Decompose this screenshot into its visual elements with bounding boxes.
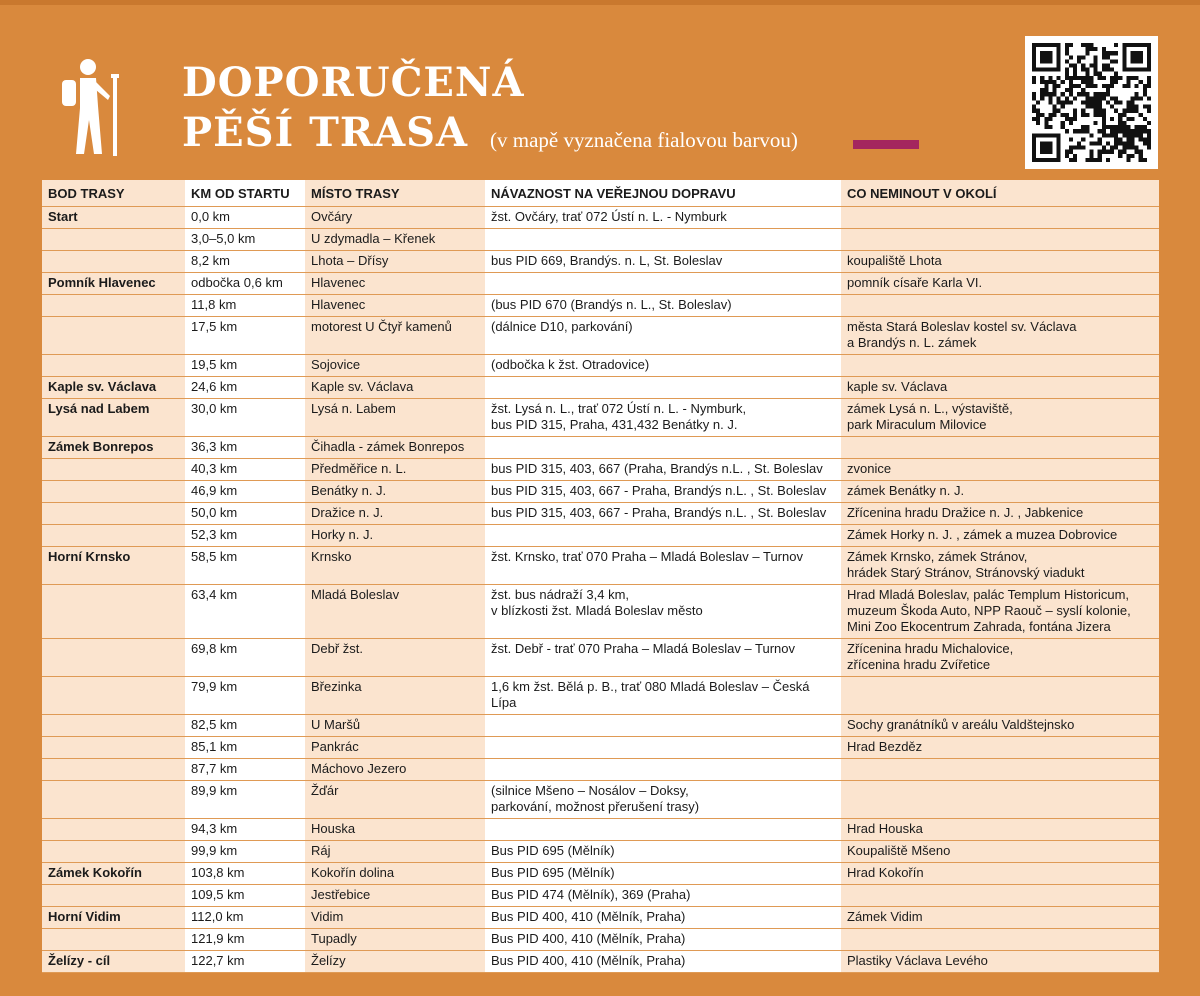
km-from-start-cell: 0,0 km: [185, 207, 305, 229]
route-point-cell: [42, 841, 185, 863]
hiker-icon: [56, 58, 128, 158]
km-from-start-cell: 52,3 km: [185, 525, 305, 547]
table-row: [42, 737, 1159, 759]
table-row: [42, 639, 1159, 677]
public-transport-cell: bus PID 315, 403, 667 - Praha, Brandýs n.L. , St. Boleslav: [485, 503, 841, 525]
sights-nearby-cell: Hrad Bezděz: [841, 737, 1159, 759]
sights-nearby-cell: [841, 355, 1159, 377]
route-place-cell: Hlavenec: [305, 273, 485, 295]
route-point-cell: [42, 503, 185, 525]
km-from-start-cell: 121,9 km: [185, 929, 305, 951]
route-point-cell: [42, 677, 185, 715]
table-row: [42, 907, 1159, 929]
sights-nearby-cell: kaple sv. Václava: [841, 377, 1159, 399]
public-transport-cell: Bus PID 474 (Mělník), 369 (Praha): [485, 885, 841, 907]
public-transport-cell: žst. Lysá n. L., trať 072 Ústí n. L. - Nymburk, bus PID 315, Praha, 431,432 Benátky n. J.: [485, 399, 841, 437]
column-header: KM OD STARTU: [185, 180, 305, 207]
route-point-cell: [42, 481, 185, 503]
title-line-2: PĚŠÍ TRASA: [182, 109, 469, 156]
public-transport-cell: [485, 525, 841, 547]
public-transport-cell: Bus PID 695 (Mělník): [485, 841, 841, 863]
sights-nearby-cell: [841, 929, 1159, 951]
route-point-cell: [42, 715, 185, 737]
public-transport-cell: Bus PID 400, 410 (Mělník, Praha): [485, 907, 841, 929]
sights-nearby-cell: [841, 781, 1159, 819]
route-point-cell: Želízy - cíl: [42, 951, 185, 973]
route-point-cell: Zámek Bonrepos: [42, 437, 185, 459]
route-place-cell: Hlavenec: [305, 295, 485, 317]
sights-nearby-cell: Hrad Houska: [841, 819, 1159, 841]
route-point-cell: [42, 639, 185, 677]
route-point-cell: [42, 459, 185, 481]
table-row: [42, 355, 1159, 377]
public-transport-cell: Bus PID 400, 410 (Mělník, Praha): [485, 929, 841, 951]
route-place-cell: U zdymadla – Křenek: [305, 229, 485, 251]
route-place-cell: Předměřice n. L.: [305, 459, 485, 481]
km-from-start-cell: 19,5 km: [185, 355, 305, 377]
route-point-cell: [42, 737, 185, 759]
route-point-cell: [42, 585, 185, 639]
public-transport-cell: [485, 715, 841, 737]
public-transport-cell: [485, 437, 841, 459]
route-place-cell: Houska: [305, 819, 485, 841]
route-place-cell: Máchovo Jezero: [305, 759, 485, 781]
public-transport-cell: (odbočka k žst. Otradovice): [485, 355, 841, 377]
km-from-start-cell: 50,0 km: [185, 503, 305, 525]
table-row: [42, 819, 1159, 841]
column-header: NÁVAZNOST NA VEŘEJNOU DOPRAVU: [485, 180, 841, 207]
route-point-cell: Start: [42, 207, 185, 229]
route-place-cell: Lhota – Dřísy: [305, 251, 485, 273]
table-row: [42, 885, 1159, 907]
table-row: [42, 525, 1159, 547]
route-place-cell: Sojovice: [305, 355, 485, 377]
table-row: [42, 295, 1159, 317]
table-row: [42, 547, 1159, 585]
sights-nearby-cell: zámek Lysá n. L., výstaviště, park Miraculum Milovice: [841, 399, 1159, 437]
route-place-cell: Pankrác: [305, 737, 485, 759]
table-row: [42, 715, 1159, 737]
subtitle: (v mapě vyznačena fialovou barvou): [490, 128, 798, 152]
route-place-cell: Želízy: [305, 951, 485, 973]
route-place-cell: Tupadly: [305, 929, 485, 951]
public-transport-cell: [485, 377, 841, 399]
route-point-cell: [42, 317, 185, 355]
route-place-cell: Březinka: [305, 677, 485, 715]
km-from-start-cell: 3,0–5,0 km: [185, 229, 305, 251]
route-place-cell: Horky n. J.: [305, 525, 485, 547]
km-from-start-cell: odbočka 0,6 km: [185, 273, 305, 295]
sights-nearby-cell: [841, 759, 1159, 781]
route-place-cell: Jestřebice: [305, 885, 485, 907]
route-point-cell: Kaple sv. Václava: [42, 377, 185, 399]
route-place-cell: Benátky n. J.: [305, 481, 485, 503]
route-place-cell: Žďár: [305, 781, 485, 819]
route-point-cell: [42, 525, 185, 547]
sights-nearby-cell: pomník císaře Karla VI.: [841, 273, 1159, 295]
route-point-cell: [42, 251, 185, 273]
km-from-start-cell: 112,0 km: [185, 907, 305, 929]
table-row: [42, 229, 1159, 251]
route-point-cell: Lysá nad Labem: [42, 399, 185, 437]
table-row: [42, 929, 1159, 951]
km-from-start-cell: 103,8 km: [185, 863, 305, 885]
km-from-start-cell: 94,3 km: [185, 819, 305, 841]
sights-nearby-cell: Sochy granátníků v areálu Valdštejnsko: [841, 715, 1159, 737]
table-row: [42, 251, 1159, 273]
table-row: [42, 437, 1159, 459]
table-row: [42, 399, 1159, 437]
table-row: [42, 677, 1159, 715]
km-from-start-cell: 69,8 km: [185, 639, 305, 677]
column-header: CO NEMINOUT V OKOLÍ: [841, 180, 1159, 207]
public-transport-cell: [485, 819, 841, 841]
sights-nearby-cell: koupaliště Lhota: [841, 251, 1159, 273]
public-transport-cell: Bus PID 695 (Mělník): [485, 863, 841, 885]
route-place-cell: Lysá n. Labem: [305, 399, 485, 437]
route-place-cell: Debř žst.: [305, 639, 485, 677]
public-transport-cell: žst. Krnsko, trať 070 Praha – Mladá Boleslav – Turnov: [485, 547, 841, 585]
sights-nearby-cell: [841, 885, 1159, 907]
route-point-cell: Pomník Hlavenec: [42, 273, 185, 295]
sights-nearby-cell: Zřícenina hradu Michalovice, zřícenina hradu Zvířetice: [841, 639, 1159, 677]
route-point-cell: [42, 229, 185, 251]
public-transport-cell: bus PID 669, Brandýs. n. L, St. Boleslav: [485, 251, 841, 273]
km-from-start-cell: 17,5 km: [185, 317, 305, 355]
route-place-cell: Mladá Boleslav: [305, 585, 485, 639]
route-point-cell: [42, 819, 185, 841]
route-point-cell: Zámek Kokořín: [42, 863, 185, 885]
km-from-start-cell: 85,1 km: [185, 737, 305, 759]
sights-nearby-cell: Zřícenina hradu Dražice n. J. , Jabkenice: [841, 503, 1159, 525]
public-transport-cell: [485, 759, 841, 781]
route-point-cell: [42, 295, 185, 317]
sights-nearby-cell: [841, 295, 1159, 317]
table-header-row: [42, 180, 1159, 207]
route-point-cell: [42, 355, 185, 377]
sights-nearby-cell: Hrad Mladá Boleslav, palác Templum Historicum, muzeum Škoda Auto, NPP Raouč – syslí kolonie, Mini Zoo Ekocentrum Zahrada, fontána Jizera: [841, 585, 1159, 639]
table-row: [42, 759, 1159, 781]
km-from-start-cell: 63,4 km: [185, 585, 305, 639]
table-row: [42, 273, 1159, 295]
km-from-start-cell: 122,7 km: [185, 951, 305, 973]
route-place-cell: Čihadla - zámek Bonrepos: [305, 437, 485, 459]
route-place-cell: U Maršů: [305, 715, 485, 737]
km-from-start-cell: 99,9 km: [185, 841, 305, 863]
route-point-cell: [42, 885, 185, 907]
public-transport-cell: bus PID 315, 403, 667 (Praha, Brandýs n.L. , St. Boleslav: [485, 459, 841, 481]
sights-nearby-cell: Hrad Kokořín: [841, 863, 1159, 885]
route-point-cell: Horní Krnsko: [42, 547, 185, 585]
route-point-cell: Horní Vidim: [42, 907, 185, 929]
public-transport-cell: Bus PID 400, 410 (Mělník, Praha): [485, 951, 841, 973]
sights-nearby-cell: [841, 229, 1159, 251]
public-transport-cell: [485, 273, 841, 295]
qr-code[interactable]: [1025, 36, 1158, 169]
title-line-1: DOPORUČENÁ: [182, 59, 525, 106]
route-place-cell: Krnsko: [305, 547, 485, 585]
route-color-line: [853, 140, 919, 149]
route-place-cell: motorest U Čtyř kamenů: [305, 317, 485, 355]
km-from-start-cell: 109,5 km: [185, 885, 305, 907]
route-place-cell: Vidim: [305, 907, 485, 929]
table-row: [42, 207, 1159, 229]
sights-nearby-cell: [841, 437, 1159, 459]
km-from-start-cell: 82,5 km: [185, 715, 305, 737]
column-header: MÍSTO TRASY: [305, 180, 485, 207]
route-point-cell: [42, 929, 185, 951]
public-transport-cell: [485, 737, 841, 759]
top-strip: [0, 0, 1200, 5]
route-place-cell: Kaple sv. Václava: [305, 377, 485, 399]
public-transport-cell: žst. Ovčáry, trať 072 Ústí n. L. - Nymburk: [485, 207, 841, 229]
public-transport-cell: bus PID 315, 403, 667 - Praha, Brandýs n.L. , St. Boleslav: [485, 481, 841, 503]
sights-nearby-cell: [841, 207, 1159, 229]
route-point-cell: [42, 759, 185, 781]
table-row: [42, 481, 1159, 503]
route-table: [42, 180, 1159, 973]
table-row: [42, 377, 1159, 399]
table-row: [42, 459, 1159, 481]
route-point-cell: [42, 781, 185, 819]
table-row: [42, 951, 1159, 973]
sights-nearby-cell: Koupaliště Mšeno: [841, 841, 1159, 863]
sights-nearby-cell: Zámek Horky n. J. , zámek a muzea Dobrovice: [841, 525, 1159, 547]
route-place-cell: Dražice n. J.: [305, 503, 485, 525]
table-row: [42, 781, 1159, 819]
route-place-cell: Ovčáry: [305, 207, 485, 229]
table-row: [42, 585, 1159, 639]
km-from-start-cell: 36,3 km: [185, 437, 305, 459]
km-from-start-cell: 87,7 km: [185, 759, 305, 781]
column-header: BOD TRASY: [42, 180, 185, 207]
table-row: [42, 503, 1159, 525]
public-transport-cell: žst. bus nádraží 3,4 km, v blízkosti žst. Mladá Boleslav město: [485, 585, 841, 639]
public-transport-cell: [485, 229, 841, 251]
km-from-start-cell: 40,3 km: [185, 459, 305, 481]
route-place-cell: Kokořín dolina: [305, 863, 485, 885]
public-transport-cell: (silnice Mšeno – Nosálov – Doksy, parkování, možnost přerušení trasy): [485, 781, 841, 819]
km-from-start-cell: 30,0 km: [185, 399, 305, 437]
table-row: [42, 317, 1159, 355]
km-from-start-cell: 89,9 km: [185, 781, 305, 819]
public-transport-cell: žst. Debř - trať 070 Praha – Mladá Boleslav – Turnov: [485, 639, 841, 677]
sights-nearby-cell: [841, 677, 1159, 715]
km-from-start-cell: 79,9 km: [185, 677, 305, 715]
km-from-start-cell: 46,9 km: [185, 481, 305, 503]
km-from-start-cell: 24,6 km: [185, 377, 305, 399]
sights-nearby-cell: města Stará Boleslav kostel sv. Václava a Brandýs n. L. zámek: [841, 317, 1159, 355]
sights-nearby-cell: Plastiky Václava Levého: [841, 951, 1159, 973]
table-row: [42, 841, 1159, 863]
route-place-cell: Ráj: [305, 841, 485, 863]
public-transport-cell: 1,6 km žst. Bělá p. B., trať 080 Mladá Boleslav – Česká Lípa: [485, 677, 841, 715]
km-from-start-cell: 8,2 km: [185, 251, 305, 273]
public-transport-cell: (bus PID 670 (Brandýs n. L., St. Boleslav): [485, 295, 841, 317]
km-from-start-cell: 11,8 km: [185, 295, 305, 317]
public-transport-cell: (dálnice D10, parkování): [485, 317, 841, 355]
sights-nearby-cell: Zámek Krnsko, zámek Stránov, hrádek Starý Stránov, Stránovský viadukt: [841, 547, 1159, 585]
sights-nearby-cell: zvonice: [841, 459, 1159, 481]
km-from-start-cell: 58,5 km: [185, 547, 305, 585]
sights-nearby-cell: zámek Benátky n. J.: [841, 481, 1159, 503]
page-title: [182, 58, 525, 158]
table-row: [42, 863, 1159, 885]
sights-nearby-cell: Zámek Vidim: [841, 907, 1159, 929]
